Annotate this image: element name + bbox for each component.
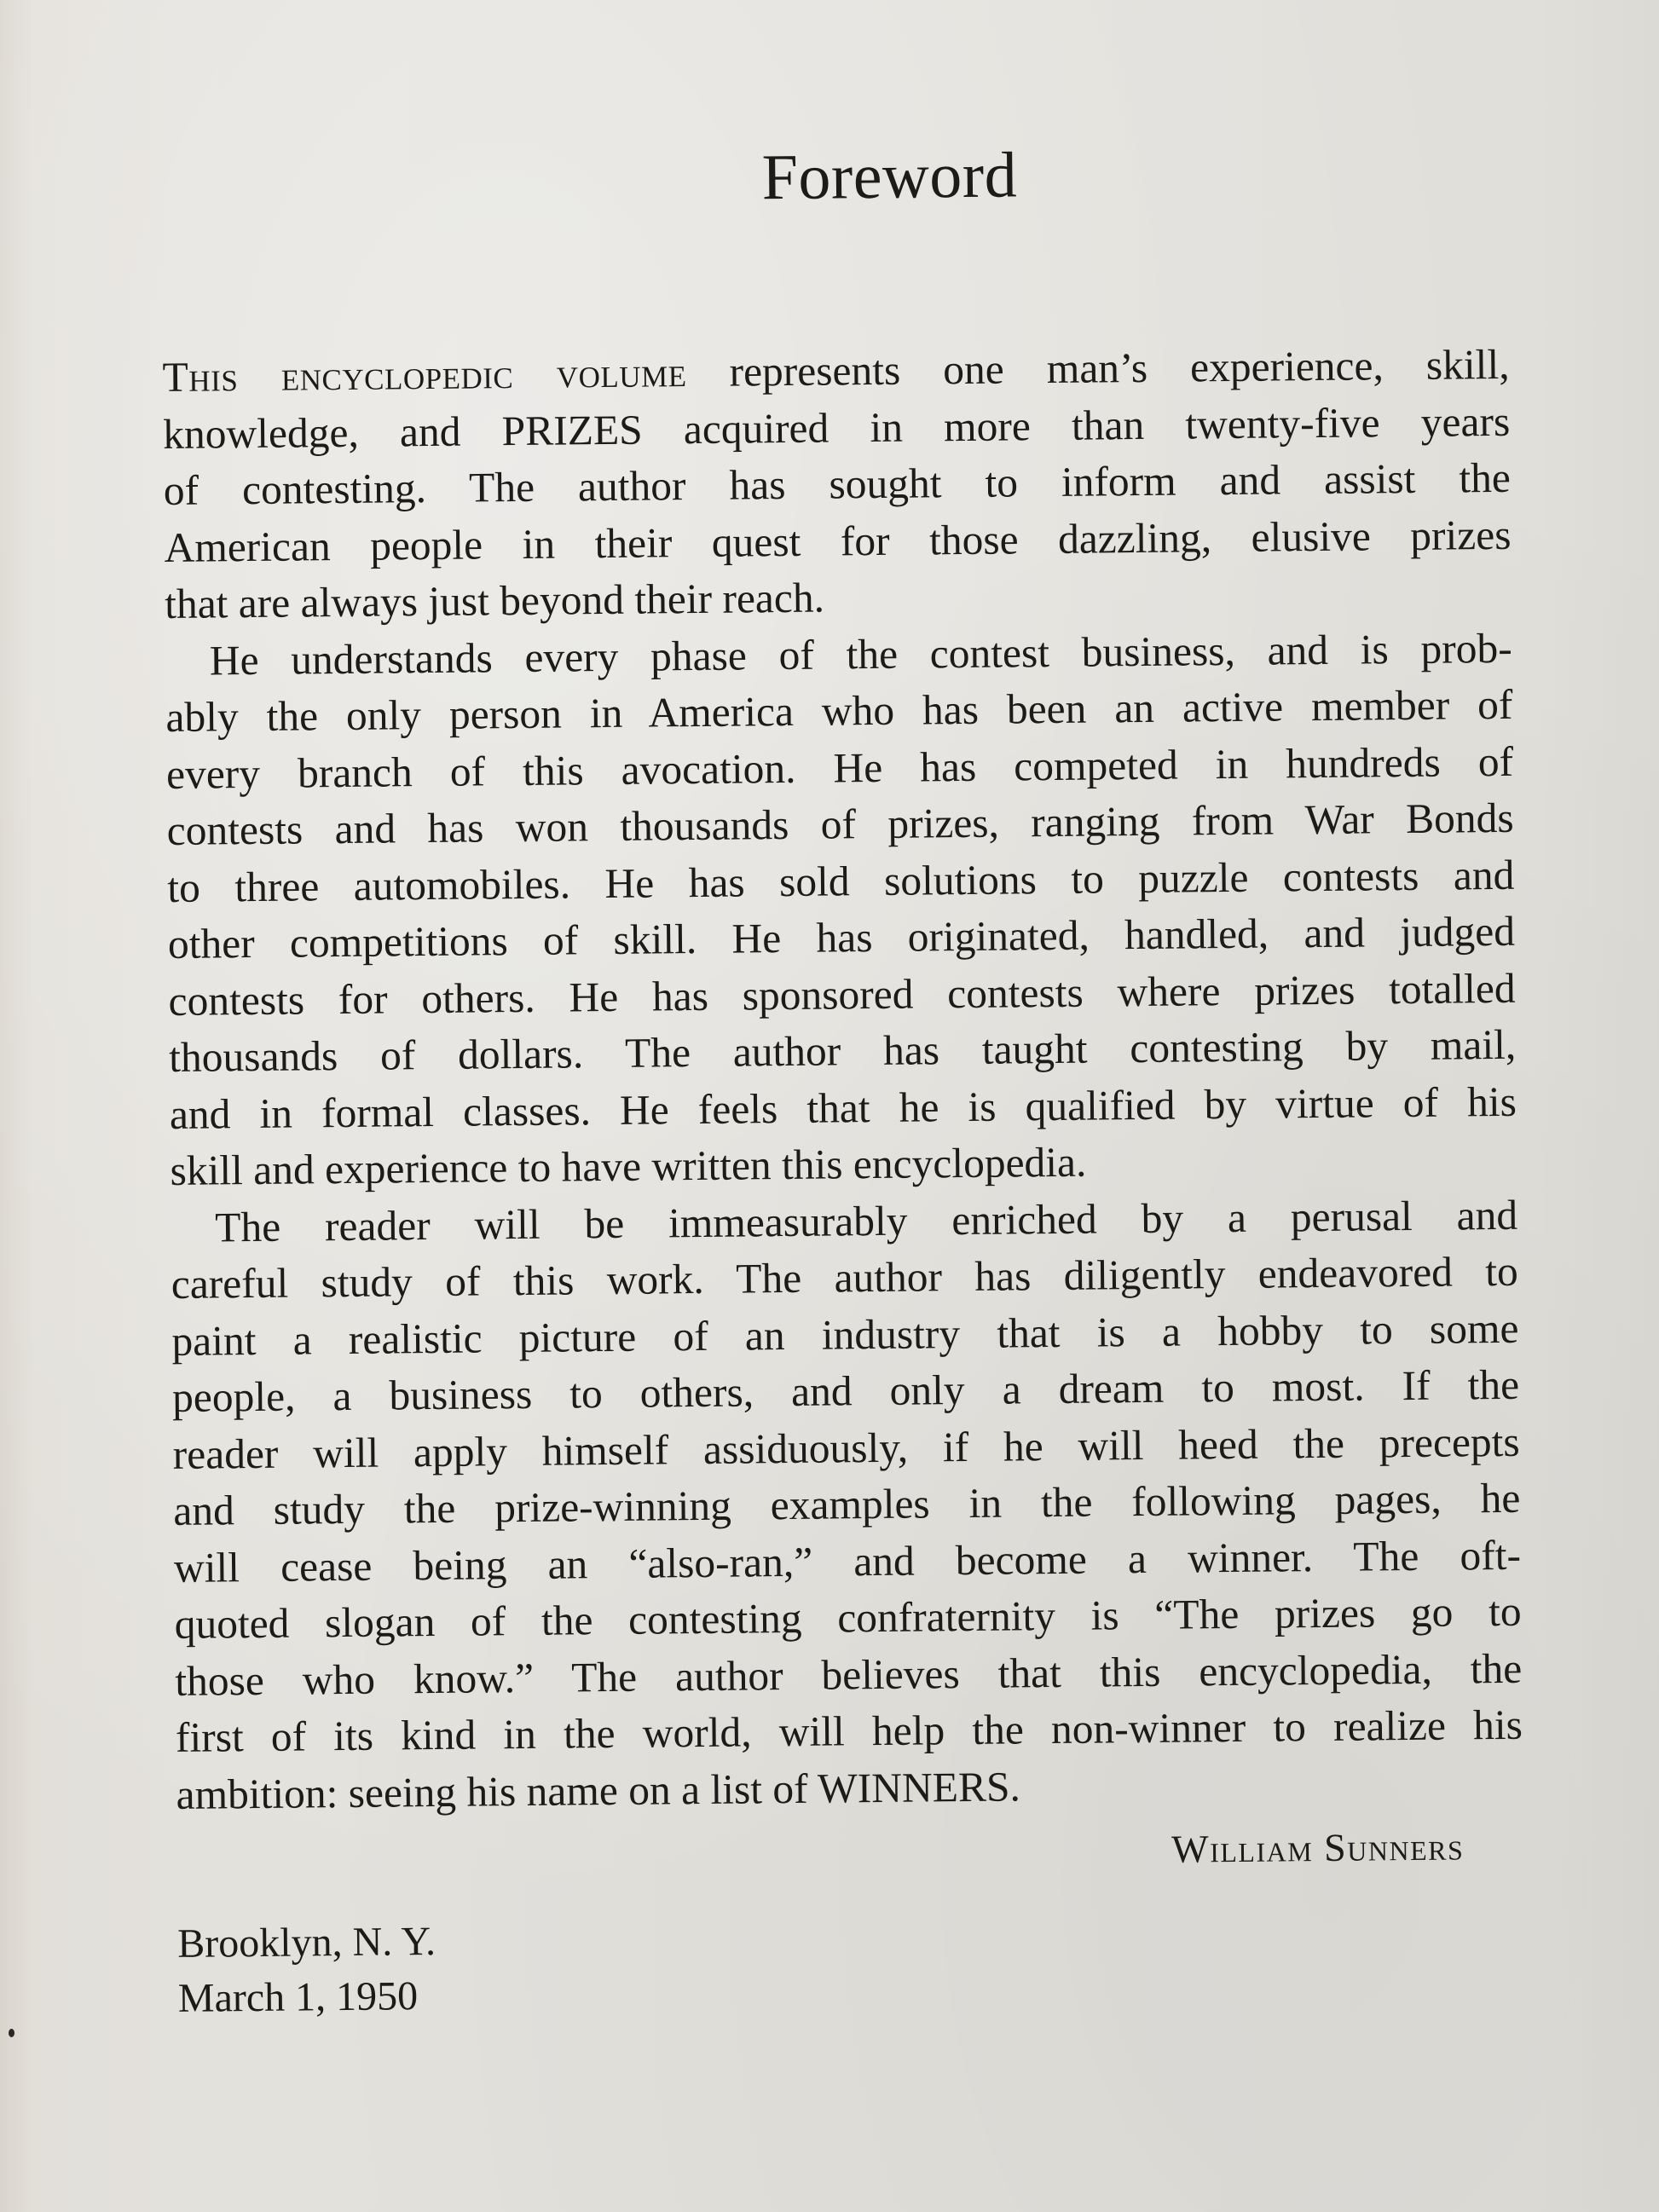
paragraph-line: The reader will be immeasurably enriched by a perusal and bbox=[214, 1191, 1518, 1250]
paragraph-2 bbox=[165, 620, 1534, 1199]
paragraph-line: reader will apply himself assiduously, if he will heed the precepts bbox=[172, 1418, 1520, 1478]
paragraph-line: ably the only person in America who has been an active member of bbox=[165, 680, 1513, 741]
paragraph-line: other competitions of skill. He has originated, handled, and judged bbox=[167, 907, 1516, 967]
paragraph-line: contests and has won thousands of prizes, ranging from War Bonds bbox=[166, 794, 1514, 854]
paragraph-line: and study the prize-winning examples in the following pages, he bbox=[173, 1474, 1521, 1534]
paragraph-line: and in formal classes. He feels that he is qualified by virtue of his bbox=[169, 1077, 1517, 1138]
paragraph-line: those who know.” The author believes that this encyclopedia, the bbox=[175, 1644, 1523, 1705]
place-date-block bbox=[177, 1904, 1542, 2026]
paragraph-1 bbox=[162, 337, 1529, 633]
paragraph-line: quoted slogan of the contesting confraternity is “The prizes go to bbox=[174, 1587, 1522, 1648]
paragraph-line: He understands every phase of the contest business, and is prob- bbox=[209, 624, 1512, 684]
author-signature: William Sunners bbox=[1171, 1824, 1465, 1871]
paragraph-line: people, a business to others, and only a dream to most. If the bbox=[171, 1360, 1520, 1421]
paragraph-line: thousands of dollars. The author has taught contesting by mail, bbox=[169, 1020, 1517, 1081]
paragraph-line: contests for others. He has sponsored contests where prizes totalled bbox=[168, 964, 1516, 1025]
paragraph-line: to three automobiles. He has sold solutions to puzzle contests and bbox=[167, 851, 1515, 911]
page-title: Foreword bbox=[761, 139, 1018, 214]
paragraph-line: every branch of this avocation. He has competed in hundreds of bbox=[165, 737, 1514, 798]
paragraph-line: skill and experience to have written this encyclopedia. bbox=[170, 1138, 1087, 1194]
paragraph-line: that are always just beyond their reach. bbox=[164, 574, 825, 627]
paragraph-line: careful study of this work. The author has diligently endeavored to bbox=[171, 1247, 1519, 1308]
paper-speck bbox=[9, 2029, 14, 2037]
paragraph-3 bbox=[171, 1187, 1540, 1823]
paragraph-line: of contesting. The author has sought to inform and assist the bbox=[163, 453, 1512, 514]
paragraph-line: paint a realistic picture of an industry that is a hobby to some bbox=[171, 1304, 1519, 1365]
paragraph-line: American people in their quest for those dazzling, elusive prizes bbox=[164, 511, 1512, 571]
place-line: Brooklyn, N. Y. bbox=[177, 1918, 436, 1967]
date-line: March 1, 1950 bbox=[177, 1973, 419, 2021]
paragraph-line: ambition: seeing his name on a list of WINNERS. bbox=[176, 1762, 1021, 1818]
paragraph-line: will cease being an “also-ran,” and become a winner. The oft- bbox=[173, 1531, 1522, 1591]
foreword-content bbox=[160, 132, 1542, 2026]
paragraph-line: first of its kind in the world, will help the non-winner to realize his bbox=[175, 1701, 1523, 1761]
paragraph-line: knowledge, and PRIZES acquired in more than twenty-five years bbox=[162, 397, 1511, 458]
small-caps-lead: This encyclopedic volume bbox=[162, 349, 687, 401]
paragraph-line: This encyclopedic volume represents one man’s experience, skill, bbox=[162, 340, 1510, 401]
